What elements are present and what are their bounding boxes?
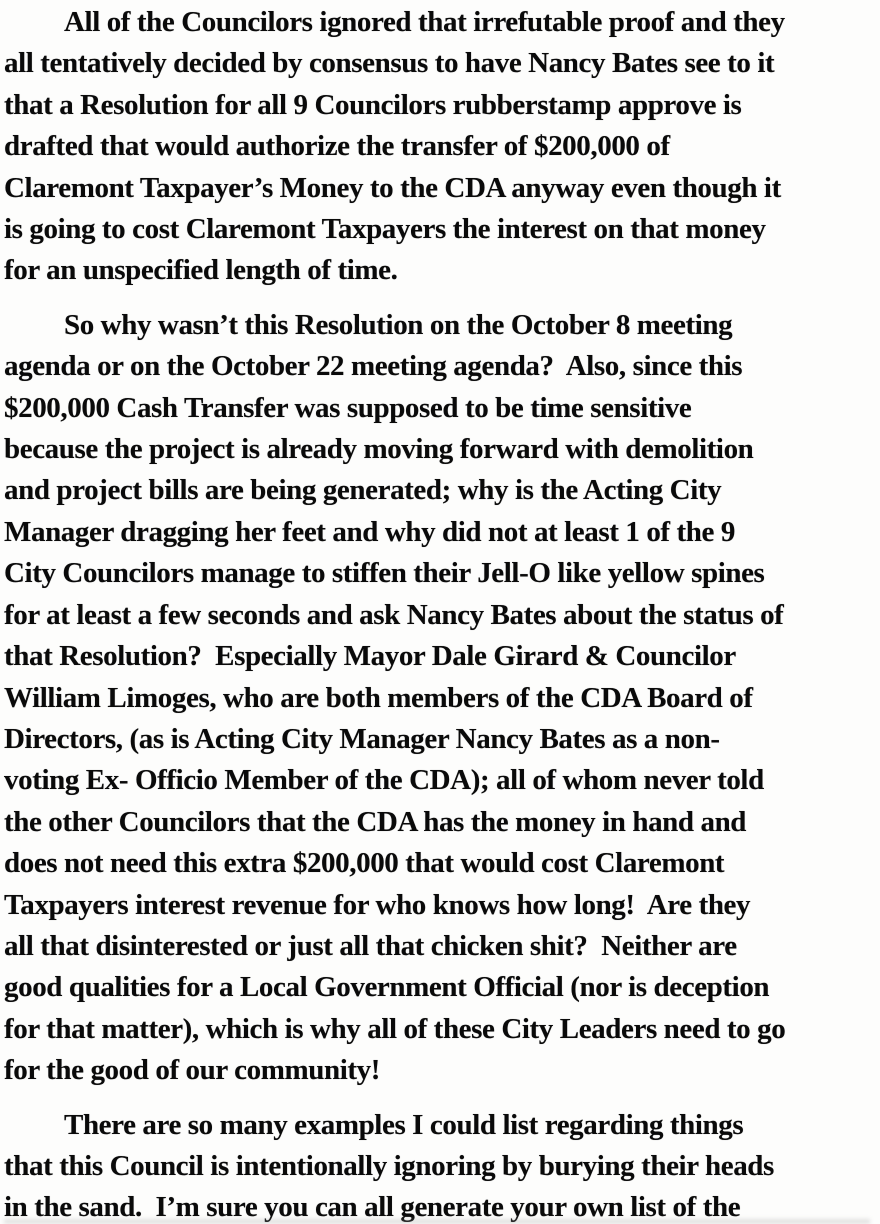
text-line: agenda or on the October 22 meeting agenda? Also, since this xyxy=(4,350,743,383)
text-line: for at least a few seconds and ask Nancy Bates about the status of xyxy=(4,598,784,631)
text-line: and project bills are being generated; why is the Acting City xyxy=(4,474,722,507)
paragraph xyxy=(4,305,878,1092)
text-line: all tentatively decided by consensus to have Nancy Bates see to it xyxy=(4,47,775,80)
text-line: that a Resolution for all 9 Councilors rubberstamp approve is xyxy=(4,88,742,121)
text-line: the other Councilors that the CDA has the money in hand and xyxy=(4,805,747,838)
text-line: for an unspecified length of time. xyxy=(4,254,398,287)
text-line: for the good of our community! xyxy=(4,1054,380,1087)
text-line: does not need this extra $200,000 that would cost Claremont xyxy=(4,847,725,880)
text-line: in the sand. I’m sure you can all generate your own list of the xyxy=(4,1191,741,1224)
text-line: Claremont Taxpayer’s Money to the CDA anyway even though it xyxy=(4,171,781,204)
text-line: $200,000 Cash Transfer was supposed to be time sensitive xyxy=(4,391,692,424)
text-line: Manager dragging her feet and why did not at least 1 of the 9 xyxy=(4,515,735,548)
paragraph xyxy=(4,2,878,292)
text-line: So why wasn’t this Resolution on the October 8 meeting xyxy=(64,308,733,341)
text-line: Taxpayers interest revenue for who knows how long! Are they xyxy=(4,888,751,921)
text-line: All of the Councilors ignored that irrefutable proof and they xyxy=(64,6,785,38)
text-line: all that disinterested or just all that chicken shit? Neither are xyxy=(4,929,737,962)
text-line: that this Council is intentionally ignoring by burying their heads xyxy=(4,1149,774,1182)
text-line: drafted that would authorize the transfer of $200,000 of xyxy=(4,130,670,163)
text-line: is going to cost Claremont Taxpayers the interest on that money xyxy=(4,213,766,246)
paragraph xyxy=(4,1105,878,1224)
text-line: City Councilors manage to stiffen their Jell-O like yellow spines xyxy=(4,557,765,590)
text-line: good qualities for a Local Government Official (nor is deception xyxy=(4,971,770,1004)
text-line: for that matter), which is why all of these City Leaders need to go xyxy=(4,1012,786,1045)
text-line: There are so many examples I could list regarding things xyxy=(64,1108,744,1141)
text-line: Directors, (as is Acting City Manager Nancy Bates as a non- xyxy=(4,722,720,755)
text-line: voting Ex- Officio Member of the CDA); all of whom never told xyxy=(4,764,764,797)
text-line: that Resolution? Especially Mayor Dale Girard & Councilor xyxy=(4,640,736,673)
text-line: because the project is already moving forward with demolition xyxy=(4,433,754,466)
text-line: William Limoges, who are both members of the CDA Board of xyxy=(4,681,753,714)
